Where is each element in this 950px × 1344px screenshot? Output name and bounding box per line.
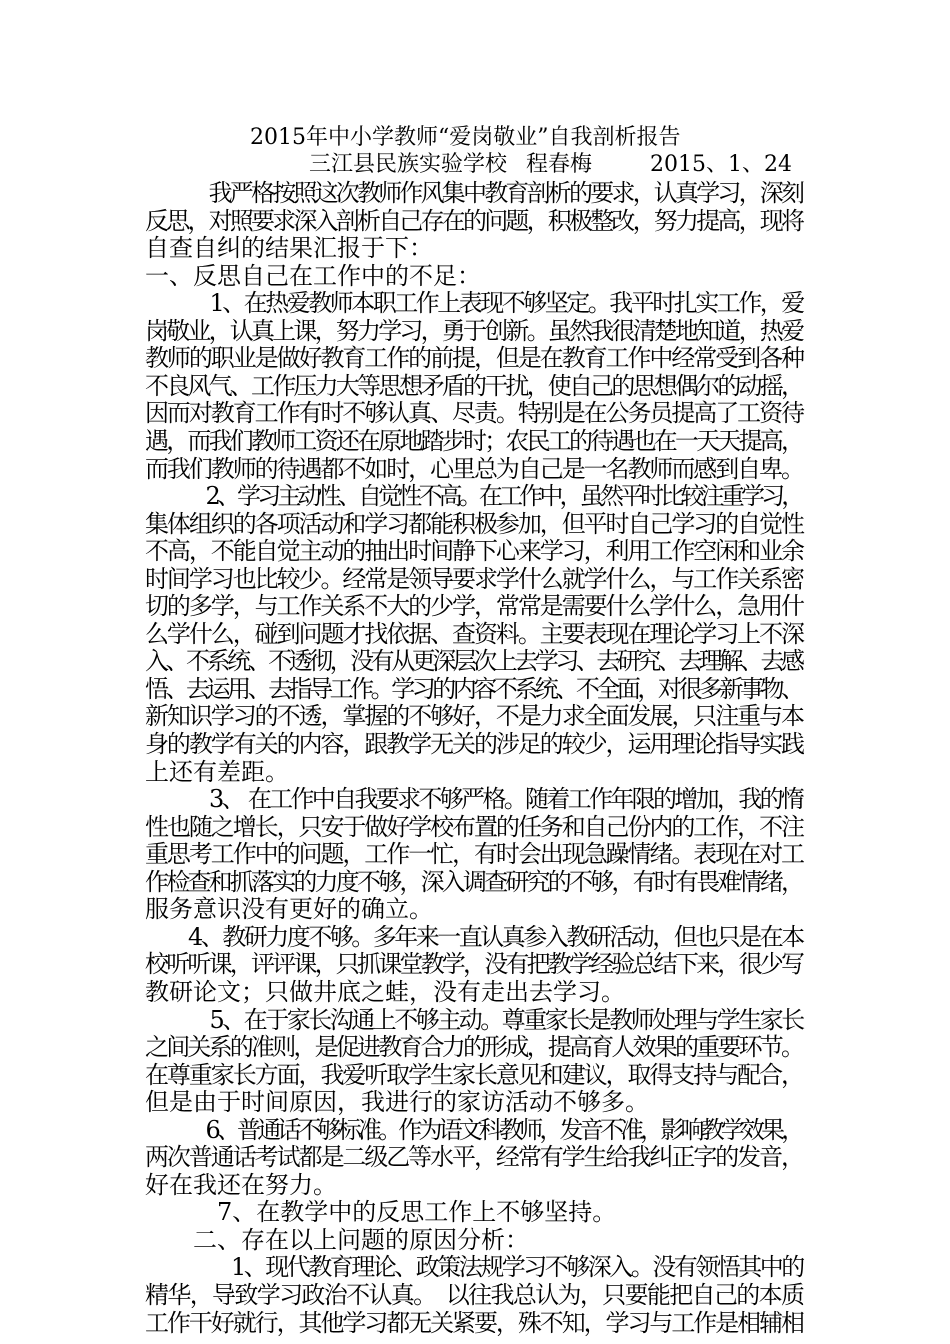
body-line: 服务意识没有更好的确立。: [145, 895, 433, 924]
body-line: 校听听课，评评课，只抓课堂教学，没有把教学经验总结下来，很少写: [145, 950, 803, 979]
body-line: 2、学习主动性、自觉性不高。在工作中，虽然平时比较注重学习，: [145, 482, 802, 511]
body-line: 二、存在以上问题的原因分析：: [145, 1225, 529, 1254]
body-line: 重思考工作中的问题，工作一忙，有时会出现急躁情绪。表现在对工: [145, 840, 803, 869]
body-line: 好在我还在努力。: [145, 1170, 337, 1199]
body-line: 上还有差距。: [145, 757, 289, 786]
body-line: 悟、去运用、去指导工作。学习的内容不系统、不全面，对很多新事物、: [145, 674, 802, 703]
body-line: 4、教研力度不够。多年来一直认真参入教研活动，但也只是在本: [145, 922, 803, 951]
body-line: 我严格按照这次教师作风集中教育剖析的要求，认真学习，深刻: [145, 179, 803, 207]
body-line: 两次普通话考试都是二级乙等水平，经常有学生给我纠正字的发音，: [145, 1143, 803, 1172]
school-name: 三江县民族实验学校: [309, 152, 508, 177]
body-line: 教研论文；只做井底之蛙，没有走出去学习。: [145, 977, 625, 1006]
body-line: 7、在教学中的反思工作上不够坚持。: [145, 1198, 617, 1227]
body-line: 教师的职业是做好教育工作的前提，但是在教育工作中经常受到各种: [145, 344, 803, 373]
body-line: 1、在热爱教师本职工作上表现不够坚定。我平时扎实工作，爱: [145, 289, 803, 318]
body-line: 工作干好就行，其他学习都无关紧要，殊不知，学习与工作是相辅相: [145, 1308, 803, 1337]
body-line: 5、在于家长沟通上不够主动。尊重家长是教师处理与学生家长: [145, 1005, 803, 1034]
body-line: 在尊重家长方面，我爱听取学生家长意见和建议，取得支持与配合，: [145, 1060, 803, 1089]
body-line: 之间关系的准则，是促进教育合力的形成，提高育人效果的重要环节。: [145, 1033, 803, 1062]
body-line: 自查自纠的结果汇报于下：: [145, 234, 433, 263]
body-line: 身的教学有关的内容，跟教学无关的涉足的较少，运用理论指导实践: [145, 730, 803, 758]
body-line: 精华，导致学习政治不认真。 以往我总认为，只要能把自己的本质: [145, 1281, 804, 1309]
body-line: 不良风气、工作压力大等思想矛盾的干扰，使自己的思想偶尔的动摇，: [145, 371, 803, 400]
body-line: 但是由于时间原因，我进行的家访活动不够多。: [145, 1088, 649, 1117]
body-line: 切的多学，与工作关系不大的少学，常常是需要什么学什么，急用什: [145, 592, 803, 621]
document-title: 2015年中小学教师“爱岗敬业”自我剖析报告: [250, 125, 681, 150]
author-name: 程春梅: [526, 152, 593, 177]
body-line: 时间学习也比较少。经常是领导要求学什么就学什么，与工作关系密: [145, 564, 803, 593]
body-line: 集体组织的各项活动和学习都能积极参加，但平时自己学习的自觉性: [145, 509, 803, 538]
body-line: 1、现代教育理论、政策法规学习不够深入。没有领悟其中的: [145, 1253, 803, 1282]
body-line: 一、反思自己在工作中的不足：: [145, 261, 481, 290]
report-date: 2015、1、24: [650, 152, 792, 177]
body-line: 因而对教育工作有时不够认真、尽责。特别是在公务员提高了工资待: [145, 399, 803, 428]
body-line: 遇，而我们教师工资还在原地踏步时；农民工的待遇也在一天天提高，: [145, 426, 803, 455]
body-line: 性也随之增长，只安于做好学校布置的任务和自己份内的工作，不注: [145, 812, 803, 841]
body-line: 作检查和抓落实的力度不够，深入调查研究的不够，有时有畏难情绪，: [145, 867, 803, 896]
body-line: 入、不系统、不透彻，没有从更深层次上去学习、去研究、去理解、去感: [145, 647, 802, 676]
body-line: 反思，对照要求深入剖析自己存在的问题，积极整改，努力提高，现将: [145, 206, 803, 235]
body-line: 3、 在工作中自我要求不够严格。随着工作年限的增加，我的惰: [145, 785, 803, 814]
body-line: 新知识学习的不透，掌握的不够好，不是力求全面发展，只注重与本: [145, 702, 803, 731]
body-line: 6、普通话不够标准。作为语文科教师，发音不准，影响教学效果，: [145, 1115, 802, 1144]
body-line: 岗敬业，认真上课，努力学习，勇于创新。虽然我很清楚地知道，热爱: [145, 316, 803, 345]
body-line: 不高，不能自觉主动的抽出时间静下心来学习，利用工作空闲和业余: [145, 537, 803, 566]
body-line: 而我们教师的待遇都不如时，心里总为自己是一名教师而感到自卑。: [145, 454, 803, 483]
body-line: 么学什么，碰到问题才找依据、查资料。主要表现在理论学习上不深: [145, 619, 803, 648]
